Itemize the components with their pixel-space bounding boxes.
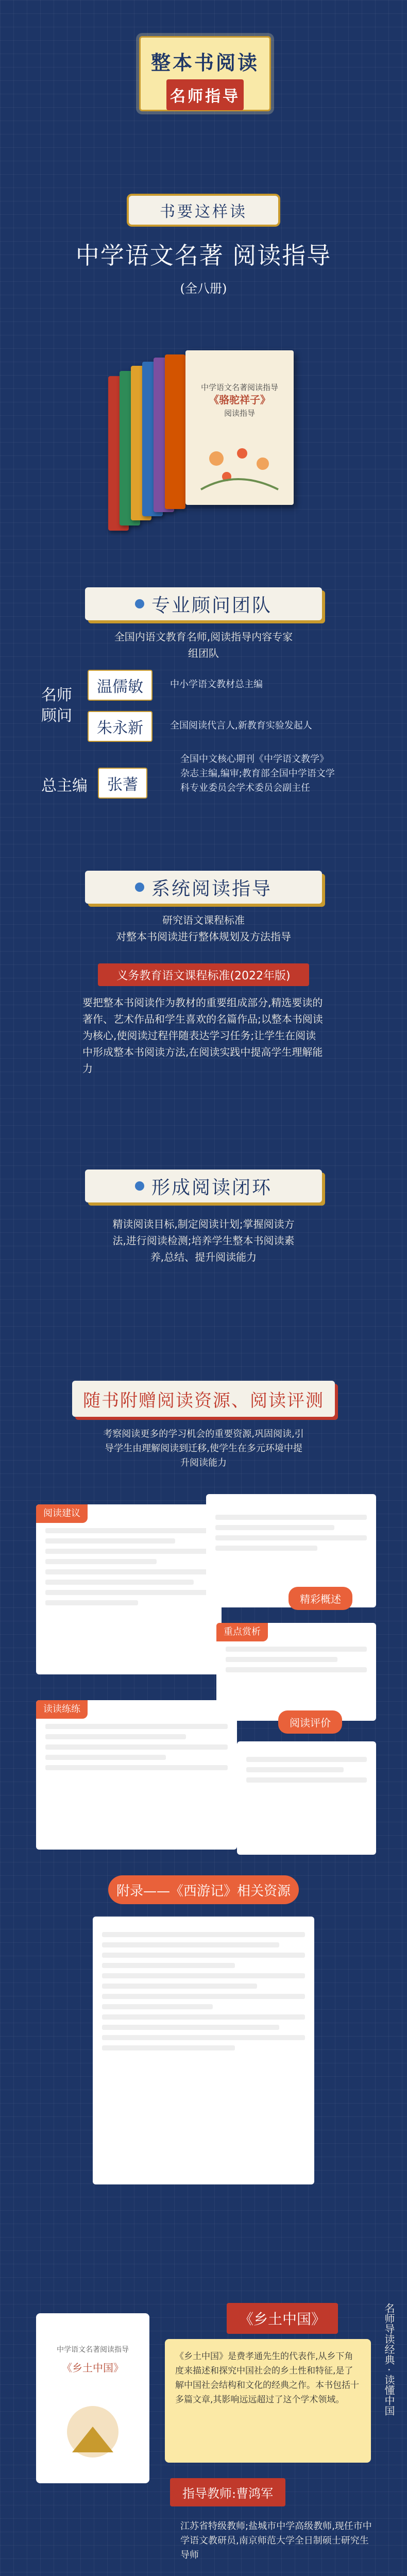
advisor-name: 朱永新 — [88, 711, 152, 742]
text-line — [102, 2025, 279, 2030]
text-line — [246, 1757, 367, 1762]
headline: 中学语文名著 阅读指导 — [75, 242, 332, 269]
drill-panel — [36, 1700, 237, 1850]
xiangtu-description: 《乡土中国》是费孝通先生的代表作,从乡下角度来描述和探究中国社会的乡土性和特征,是了解中国社会结构和文化的经典之作。本书包括十多篇文章,其影响远远超过了这个学术领域。 — [165, 2339, 371, 2463]
panel-title: 读读练练 — [36, 1700, 88, 1719]
xiangtu-title: 《乡土中国》 — [227, 2303, 338, 2334]
text-line — [45, 1538, 175, 1544]
panel-title: 阅读建议 — [36, 1504, 88, 1523]
cover-illustration — [196, 438, 283, 495]
editor-role: 全国中文核心期刊《中学语文教学》杂志主编,编审;教育部全国中学语文学科专业委员会学术委员会副主任 — [180, 754, 335, 793]
text-line — [215, 1525, 334, 1530]
appendix-pill: 附录——《西游记》相关资源 — [108, 1875, 299, 1904]
editor-name: 张蓍 — [98, 768, 147, 799]
highlights-pill: 精彩概述 — [289, 1587, 352, 1610]
reading-guide-panel — [36, 1504, 222, 1674]
text-line — [215, 1546, 317, 1551]
xiangtu-book-series: 中学语文名著阅读指导 — [57, 2346, 129, 2354]
text-line — [45, 1549, 212, 1554]
text-line — [102, 2004, 213, 2009]
advisor-role: 全国阅读代言人,新教育实验发起人 — [170, 720, 312, 731]
text-line — [102, 2035, 305, 2040]
text-line — [102, 2014, 305, 2020]
text-line — [45, 1724, 228, 1729]
text-line — [102, 1953, 305, 1958]
page-title: 整本书阅读 — [150, 51, 259, 74]
loop-heading-text: 形成阅读闭环 — [151, 1177, 272, 1198]
editor-label: 总主编 — [41, 777, 88, 795]
system-heading — [85, 871, 322, 904]
bonus-desc: 考察阅读更多的学习机会的重要资源,巩固阅读,引导学生由理解阅读到迁移,使学生在多元环境中提升阅读能力 — [103, 1429, 304, 1468]
text-line — [102, 1942, 279, 1947]
text-line — [45, 1569, 212, 1574]
team-desc: 全国内语文教育名师,阅读指导内容专家组团队 — [114, 631, 293, 659]
xiangtu-vertical-note: 名师导读经典 · 读懂中国 — [383, 2303, 395, 2416]
system-desc-2: 对整本书阅读进行整体规划及方法指导 — [116, 930, 291, 943]
xiangtu-book-card — [36, 2313, 149, 2483]
text-line — [102, 1984, 257, 1989]
text-line — [45, 1744, 228, 1750]
text-line — [102, 1963, 235, 1968]
front-book-series: 中学语文名著阅读指导 — [200, 383, 278, 392]
panel-title: 重点赏析 — [216, 1623, 268, 1641]
loop-desc: 精读阅读目标,制定阅读计划;掌握阅读方法,进行阅读检测;培养学生整本书阅读素养,总结、提升阅读能力 — [112, 1218, 295, 1263]
loop-heading — [85, 1170, 322, 1202]
practice-panel — [237, 1741, 376, 1855]
team-heading — [85, 587, 322, 620]
bonus-banner: 随书附赠阅读资源、阅读评测 — [72, 1381, 335, 1417]
advisor-role: 中小学语文教材总主编 — [170, 679, 263, 690]
text-line — [45, 1528, 212, 1533]
tutor-label: 指导教师:曹鸿军 — [170, 2478, 285, 2506]
volume-note: (全八册) — [180, 281, 227, 296]
header-ribbon: 书要这样读 — [129, 196, 278, 225]
system-heading-text: 系统阅读指导 — [151, 878, 272, 900]
standard-tag: 义务教育语文课程标准(2022年版) — [98, 963, 309, 986]
text-line — [45, 1755, 166, 1760]
front-book-cover — [185, 350, 294, 505]
cover-illustration — [57, 2396, 129, 2468]
bullet-dot-icon — [135, 1181, 144, 1191]
text-line — [45, 1600, 138, 1605]
text-line — [215, 1535, 367, 1540]
text-line — [45, 1765, 228, 1770]
standard-body: 要把整本书阅读作为教材的重要组成部分,精选要读的著作、艺术作品和学生喜欢的名篇作品;以整本书阅读为核心,使阅读过程伴随表达学习任务;让学生在阅读中形成整本书阅读方法,在阅读实践中提高学生理解能力 — [82, 996, 323, 1075]
bullet-dot-icon — [135, 599, 144, 608]
practice-pill: 阅读评价 — [278, 1710, 342, 1734]
page-subtitle: 名师指导 — [166, 79, 244, 110]
text-line — [45, 1590, 212, 1595]
advisors-label: 名师顾问 — [41, 686, 72, 725]
text-line — [226, 1657, 337, 1662]
text-line — [45, 1580, 194, 1585]
book-spine — [165, 354, 185, 509]
front-book-subtitle: 阅读指导 — [224, 409, 255, 418]
focus-panel — [216, 1623, 376, 1721]
team-heading-text: 专业顾问团队 — [151, 595, 272, 616]
appendix-panel — [93, 1917, 314, 2184]
title-card — [139, 36, 271, 111]
text-line — [226, 1667, 367, 1672]
text-line — [246, 1777, 367, 1783]
text-line — [226, 1647, 367, 1652]
text-line — [102, 1973, 305, 1978]
text-line — [45, 1559, 157, 1564]
text-line — [215, 1515, 367, 1520]
xiangtu-book-label: 《乡土中国》 — [62, 2362, 124, 2374]
text-line — [102, 1932, 305, 1937]
advisor-name: 温儒敏 — [88, 670, 152, 701]
text-line — [102, 1994, 305, 1999]
text-line — [246, 1767, 344, 1772]
front-book-title: 《骆驼祥子》 — [209, 394, 270, 406]
bullet-dot-icon — [135, 883, 144, 892]
book-stack — [108, 330, 304, 551]
system-desc-1: 研究语文课程标准 — [162, 914, 245, 926]
tutor-info: 江苏省特级教师;盐城市中学高级教师,现任市中学语文教研员,南京师范大学全日制硕士研究生导师 — [180, 2521, 372, 2561]
text-line — [45, 1734, 186, 1739]
text-line — [102, 2045, 235, 2050]
